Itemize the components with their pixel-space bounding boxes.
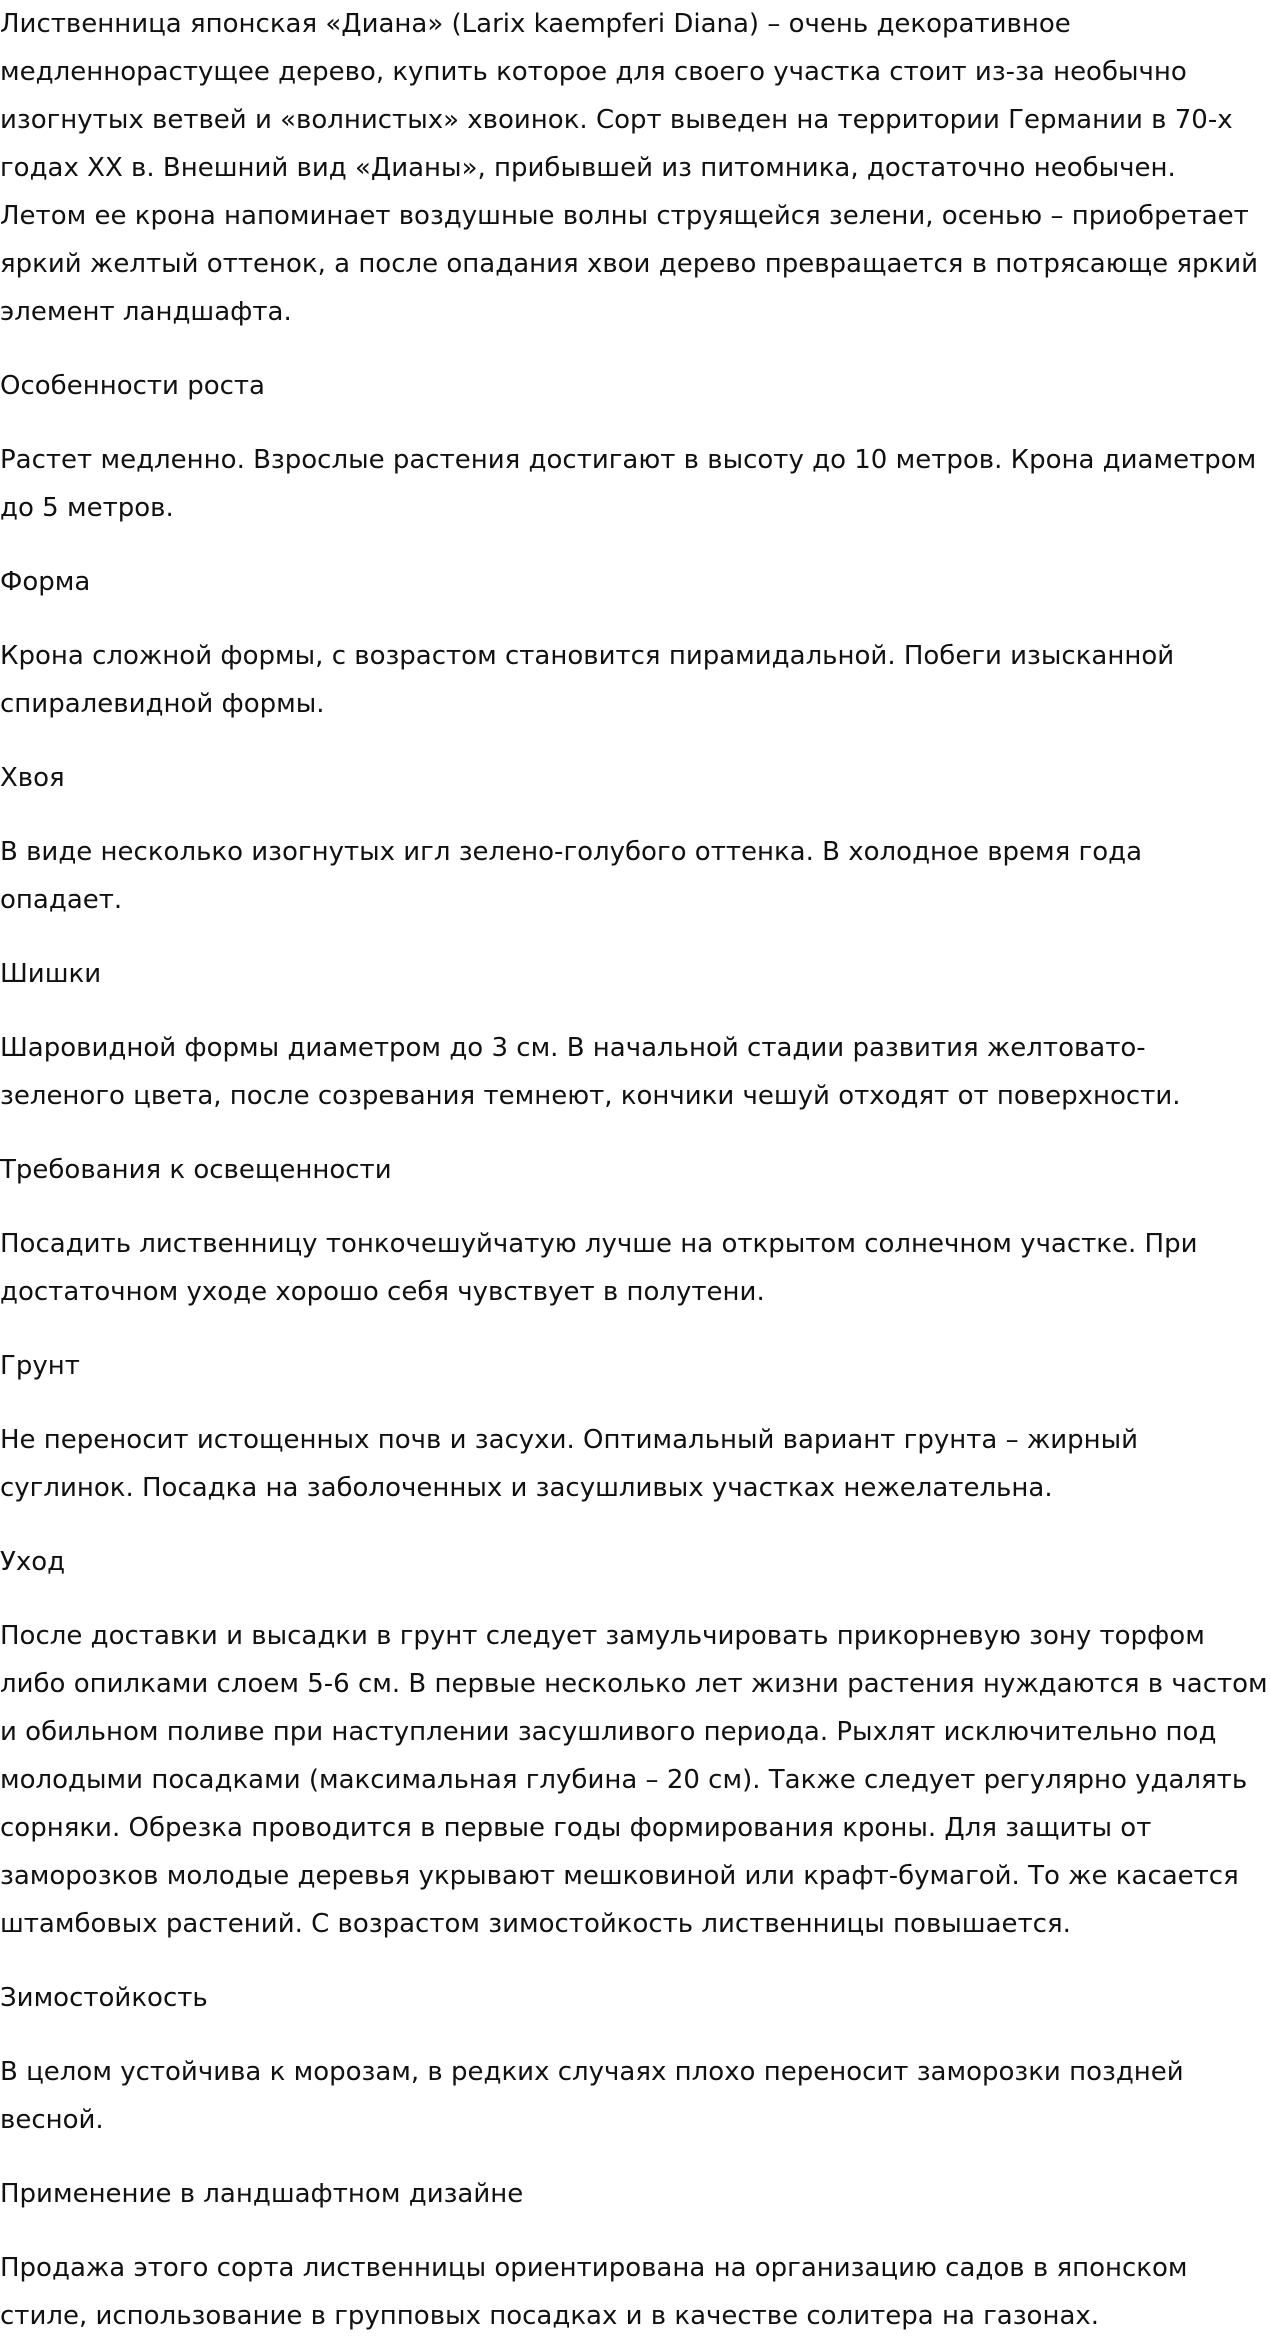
section-text-needles: В виде несколько изогнутых игл зелено-голубого оттенка. В холодное время года опадает.	[0, 837, 1143, 915]
section-heading-cones: Шишки	[0, 959, 102, 989]
intro-paragraph: Лиственница японская «Диана» (Larix kaempferi Diana) – очень декоративное медленнорастущее дерево, купить которое для своего участка стоит из-за необычно изогнутых ветвей и «волнистых» хвоинок. Сорт выведен на территории Германии в 70-х годах XX в. Внешний вид «Дианы», прибывшей из питомника, достаточно необычен. Летом ее крона напоминает воздушные волны струящейся зелени, осенью – приобретает яркий желтый оттенок, а после опадания хвои дерево превращается в потрясающе яркий элемент ландшафта.	[0, 9, 1259, 327]
section-text-shape: Крона сложной формы, с возрастом становится пирамидальной. Побеги изысканной спиралевидной формы.	[0, 641, 1175, 719]
section-text-soil: Не переносит истощенных почв и засухи. Оптимальный вариант грунта – жирный суглинок. Посадка на заболоченных и засушливых участках нежелательна.	[0, 1425, 1139, 1503]
section-text-care: После доставки и высадки в грунт следует замульчировать прикорневую зону торфом либо опилками слоем 5-6 см. В первые несколько лет жизни растения нуждаются в частом и обильном поливе при наступлении засушливого периода. Рыхлят исключительно под молодыми посадками (максимальная глубина – 20 см). Также следует регулярно удалять сорняки. Обрезка проводится в первые годы формирования кроны. Для защиты от заморозков молодые деревья укрывают мешковиной или крафт-бумагой. То же касается штамбовых растений. С возрастом зимостойкость лиственницы повышается.	[0, 1621, 1268, 1939]
section-text-growth: Растет медленно. Взрослые растения достигают в высоту до 10 метров. Крона диаметром до 5 метров.	[0, 445, 1257, 523]
section-heading-shape: Форма	[0, 567, 91, 597]
section-heading-hardiness: Зимостойкость	[0, 1983, 208, 2013]
section-text-landscape: Продажа этого сорта лиственницы ориентирована на организацию садов в японском стиле, использование в групповых посадках и в качестве солитера на газонах.	[0, 2253, 1188, 2331]
section-text-cones: Шаровидной формы диаметром до 3 см. В начальной стадии развития желтовато-зеленого цвета, после созревания темнеют, кончики чешуй отходят от поверхности.	[0, 1033, 1181, 1111]
section-heading-growth: Особенности роста	[0, 371, 265, 401]
section-text-light: Посадить лиственницу тонкочешуйчатую лучше на открытом солнечном участке. При достаточном уходе хорошо себя чувствует в полутени.	[0, 1229, 1198, 1307]
section-text-hardiness: В целом устойчива к морозам, в редких случаях плохо переносит заморозки поздней весной.	[0, 2057, 1184, 2135]
section-heading-soil: Грунт	[0, 1351, 80, 1381]
section-heading-light: Требования к освещенности	[0, 1155, 392, 1185]
section-heading-care: Уход	[0, 1547, 66, 1577]
section-heading-needles: Хвоя	[0, 763, 65, 793]
section-heading-landscape: Применение в ландшафтном дизайне	[0, 2179, 524, 2209]
